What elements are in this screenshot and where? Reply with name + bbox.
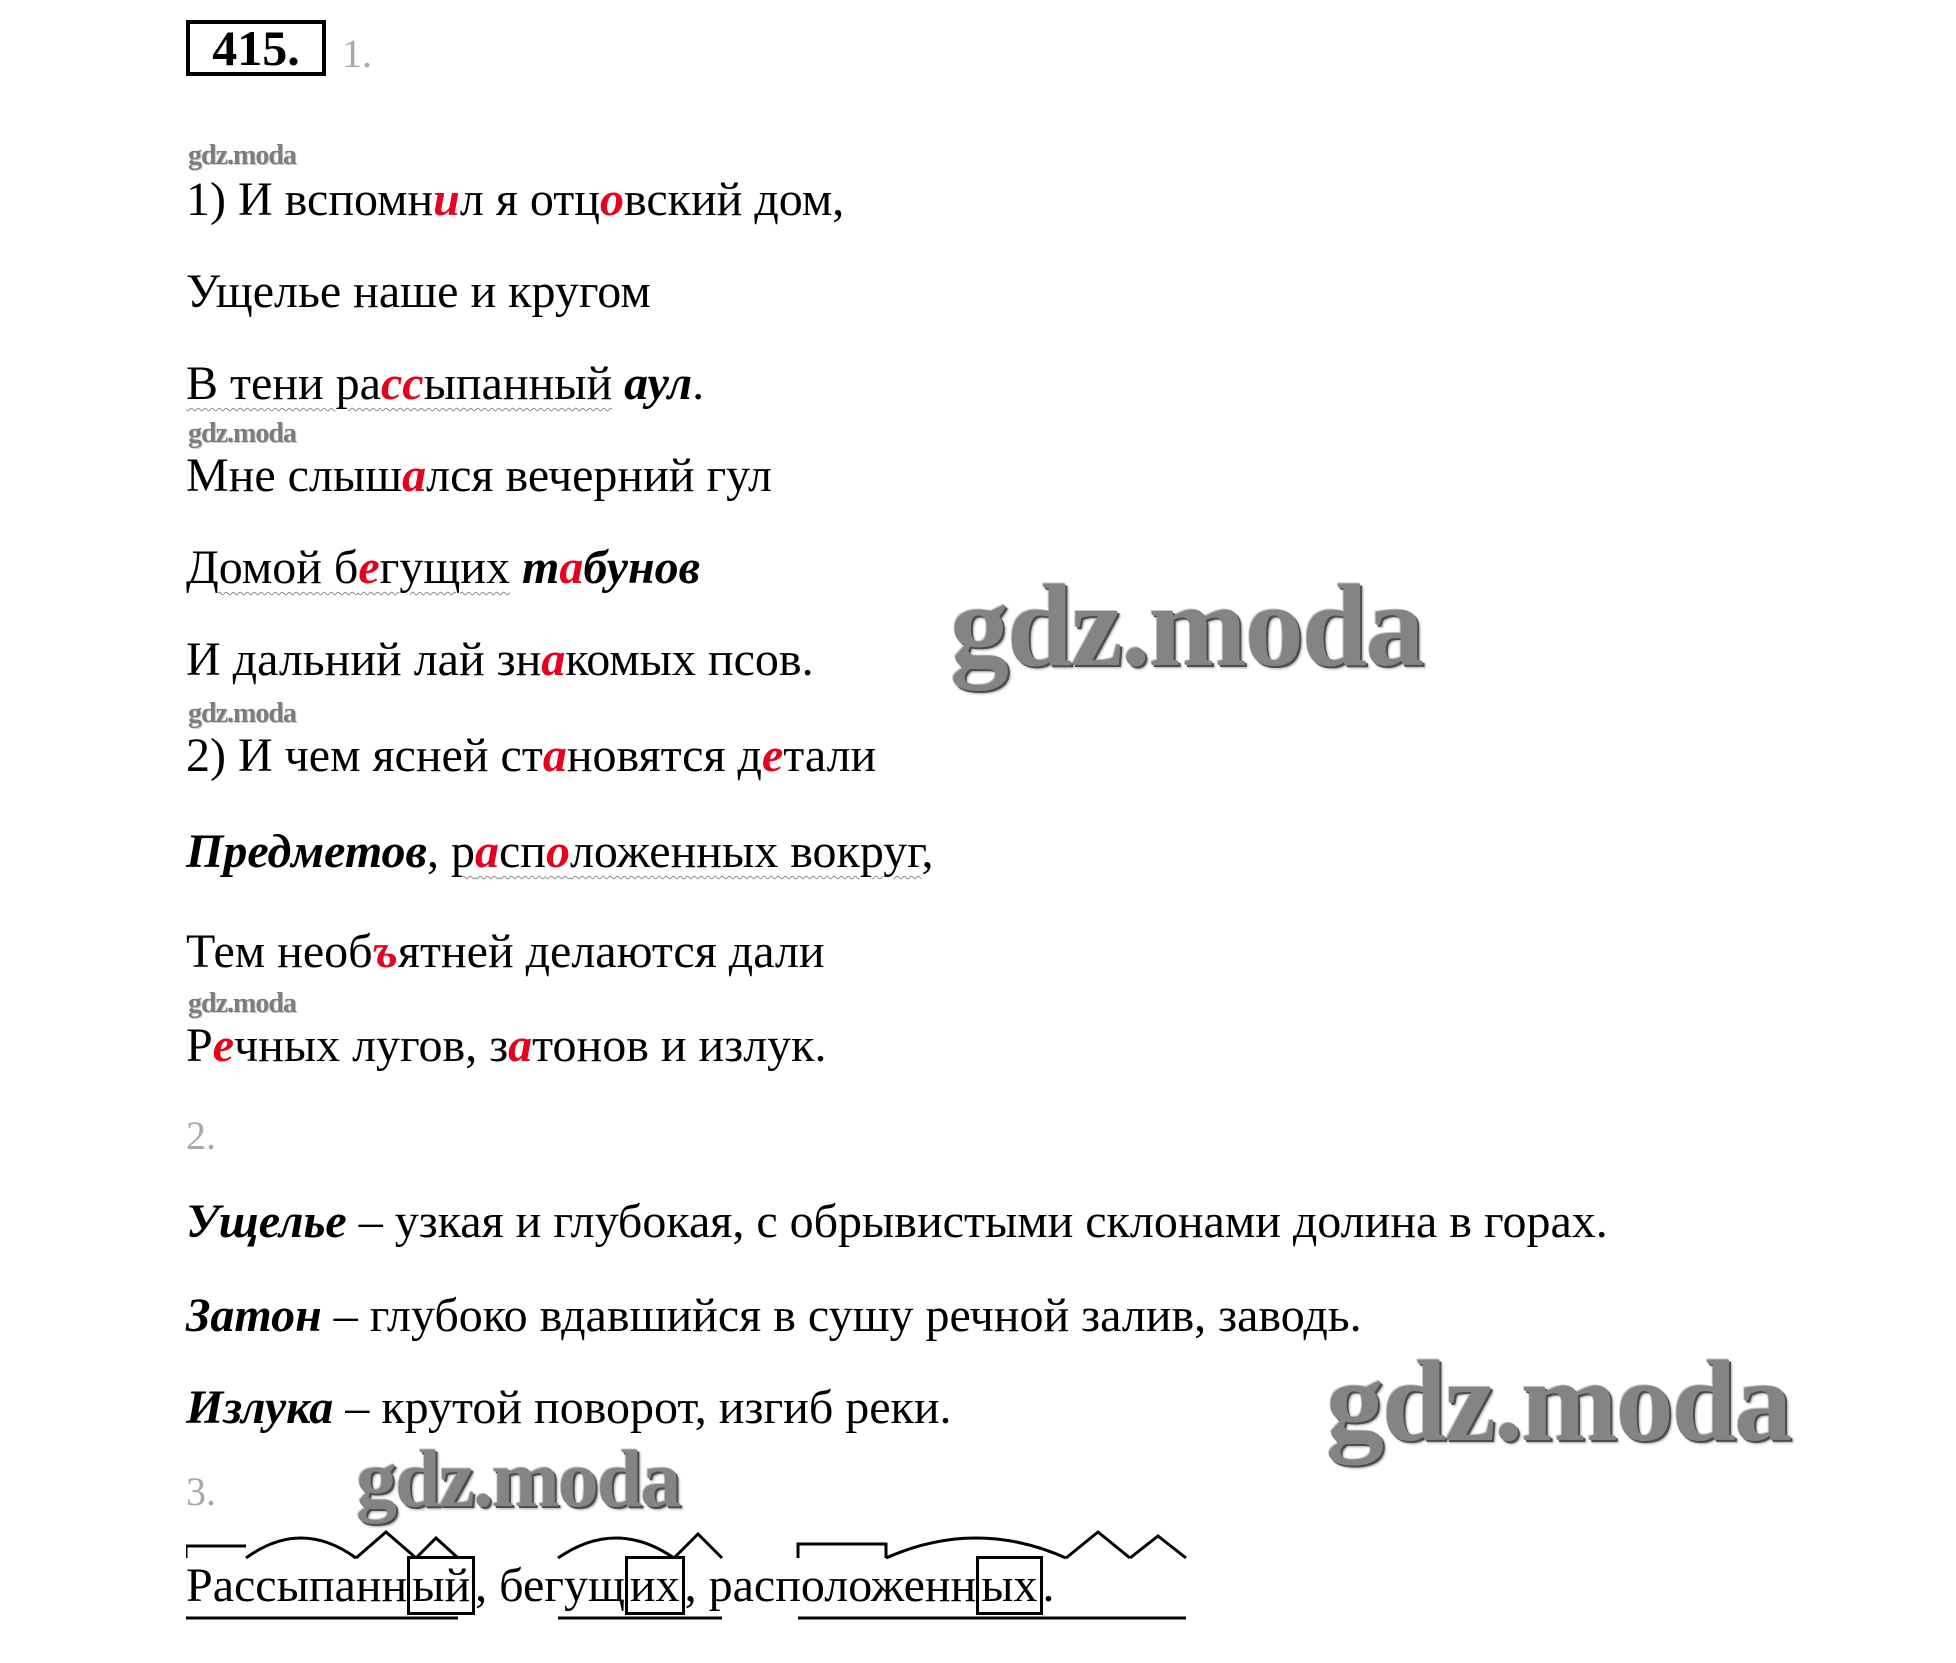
text: тали <box>783 729 877 782</box>
text: Тем необ <box>186 925 373 978</box>
text: новятся д <box>566 729 762 782</box>
section-number-2: 2. <box>186 1113 216 1158</box>
text: сп <box>498 825 546 878</box>
highlighted-letter: и <box>433 173 460 226</box>
suffix-caret-icon <box>1130 1536 1186 1558</box>
word-ending: ых <box>976 1556 1042 1615</box>
text: Домой б <box>186 541 359 594</box>
text: И дальний лай зн <box>186 633 542 686</box>
text: вский дом, <box>623 173 845 226</box>
morpheme-line <box>186 1556 1055 1616</box>
suffix-caret-icon <box>674 1534 722 1558</box>
word-stem: бегущ <box>499 1559 625 1612</box>
poem1-line-6 <box>186 630 814 690</box>
definition-term: Ущелье <box>186 1195 347 1248</box>
definition-1 <box>186 1192 1608 1252</box>
watermark-large: gdz.moda <box>356 1433 680 1524</box>
participle-phrase <box>186 541 510 594</box>
text: л я отц <box>459 173 600 226</box>
poem1-line-4 <box>186 446 772 506</box>
root-arc-icon <box>886 1538 1066 1558</box>
poem1-line-2: Ущелье наше и кругом <box>186 265 651 318</box>
participle-phrase <box>186 357 612 410</box>
task-number: 415. <box>186 20 326 76</box>
text: , <box>921 825 934 878</box>
definition-text: – узкая и глубокая, с обрывистыми склонами долина в горах. <box>346 1195 1608 1248</box>
definition-3 <box>186 1378 952 1438</box>
definition-term: Затон <box>186 1289 322 1342</box>
watermark-small: gdz.moda <box>188 988 296 1019</box>
poem2-line-4 <box>186 1016 826 1076</box>
text: ятней делаются дали <box>397 925 825 978</box>
highlighted-letter: а <box>542 729 567 782</box>
poem1-line-5 <box>186 538 700 598</box>
text: комых псов. <box>565 633 814 686</box>
text: гущих <box>379 541 510 594</box>
text: В тени ра <box>186 357 381 410</box>
text: И вспомн <box>225 173 434 226</box>
watermark-small: gdz.moda <box>188 418 296 449</box>
highlighted-letter: о <box>545 825 570 878</box>
highlighted-letter: а <box>474 825 499 878</box>
watermark-large: gdz.moda <box>1326 1338 1791 1466</box>
text: т <box>521 541 560 594</box>
highlighted-letter: е <box>358 541 380 594</box>
poem2-line-1 <box>186 726 876 786</box>
separator: , <box>475 1559 500 1612</box>
text: . <box>692 357 705 410</box>
highlighted-letter: а <box>508 1019 533 1072</box>
text: чных лугов, з <box>234 1019 509 1072</box>
text: бунов <box>583 541 701 594</box>
highlighted-letter: ъ <box>372 925 398 978</box>
poem1-line-1 <box>186 170 844 230</box>
section-number-1: 1. <box>342 31 372 76</box>
highlighted-letter: а <box>541 633 566 686</box>
word-ending: ый <box>407 1556 475 1615</box>
participle-phrase <box>451 825 922 878</box>
word-stem: Рассыпанн <box>186 1559 408 1612</box>
separator: . <box>1042 1559 1055 1612</box>
watermark-large: gdz.moda <box>950 560 1423 691</box>
text: Р <box>186 1019 213 1072</box>
suffix-caret-icon <box>1066 1532 1130 1558</box>
highlighted-letter: о <box>599 173 624 226</box>
highlighted-letter: е <box>212 1019 235 1072</box>
morpheme-arcs <box>186 1524 1226 1560</box>
text: И чем ясней ст <box>225 729 543 782</box>
highlighted-letter: е <box>761 729 784 782</box>
text: р <box>450 825 475 878</box>
text: лся вечерний гул <box>426 449 773 502</box>
poem2-line-3 <box>186 922 825 982</box>
text <box>510 541 522 594</box>
highlighted-letter: сс <box>380 357 424 410</box>
poem1-line-3 <box>186 354 704 414</box>
suffix-caret-icon <box>416 1538 458 1558</box>
definition-2 <box>186 1286 1362 1346</box>
definition-text: – глубоко вдавшийся в сушу речной залив, заводь. <box>321 1289 1362 1342</box>
text: Мне слыш <box>186 449 403 502</box>
word-ending: их <box>625 1556 685 1615</box>
definition-text: – крутой поворот, изгиб реки. <box>333 1381 952 1434</box>
dependent-word: Предметов <box>186 825 427 878</box>
suffix-caret-icon <box>356 1532 416 1558</box>
highlighted-letter: а <box>559 541 584 594</box>
highlighted-letter: а <box>402 449 427 502</box>
poem1-number: 1) <box>186 173 226 226</box>
root-arc-icon <box>558 1538 674 1558</box>
text: ыпанный <box>423 357 613 410</box>
poem2-number: 2) <box>186 729 226 782</box>
text: , <box>426 825 451 878</box>
dependent-word: аул <box>624 357 693 410</box>
section-number-3: 3. <box>186 1469 216 1514</box>
poem2-line-2 <box>186 822 933 882</box>
dependent-word <box>522 541 700 594</box>
text: тонов и излук. <box>532 1019 827 1072</box>
word-stem: расположенн <box>708 1559 977 1612</box>
definition-term: Излука <box>186 1381 334 1434</box>
stem-underlines <box>186 1614 1226 1624</box>
text <box>612 357 624 410</box>
watermark-small: gdz.moda <box>188 698 296 729</box>
text: ложенных вокруг <box>569 825 922 878</box>
watermark-small: gdz.moda <box>188 140 296 171</box>
root-arc-icon <box>246 1538 356 1558</box>
separator: , <box>684 1559 709 1612</box>
